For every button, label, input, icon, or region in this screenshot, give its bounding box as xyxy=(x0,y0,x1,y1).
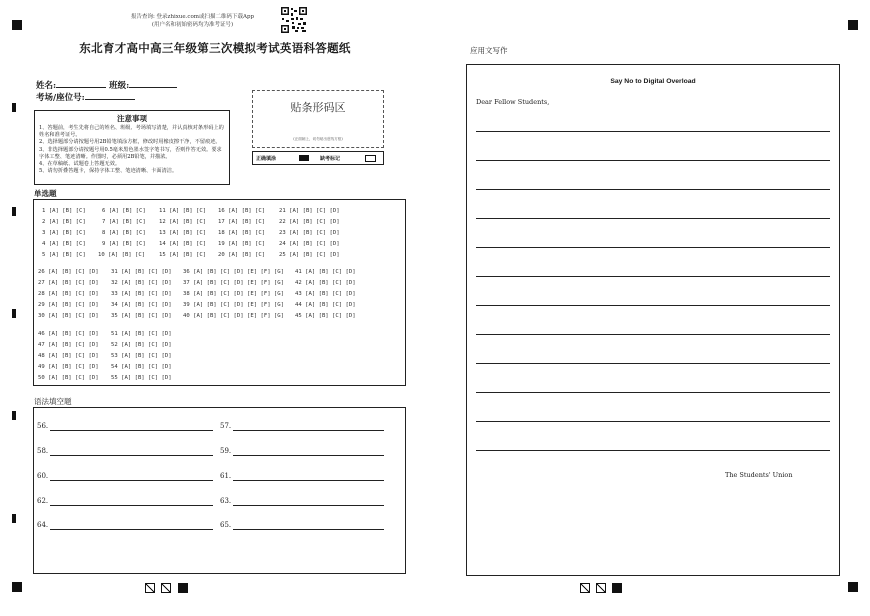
side-mark xyxy=(12,103,16,112)
question-row[interactable]: 1 [A] [B] [C] xyxy=(42,208,86,214)
question-row[interactable]: 24 [A] [B] [C] [D] xyxy=(279,241,340,247)
question-row[interactable]: 45 [A] [B] [C] [D] xyxy=(295,313,356,319)
question-row[interactable]: 44 [A] [B] [C] [D] xyxy=(295,302,356,308)
question-row[interactable]: 14 [A] [B] [C] xyxy=(159,241,207,247)
question-row[interactable]: 55 [A] [B] [C] [D] xyxy=(111,375,172,381)
question-row[interactable]: 9 [A] [B] [C] xyxy=(102,241,146,247)
question-row[interactable]: 31 [A] [B] [C] [D] xyxy=(111,269,172,275)
question-row[interactable]: 40 [A] [B] [C] [D] [E] [F] [G] xyxy=(183,313,285,319)
question-row[interactable]: 52 [A] [B] [C] [D] xyxy=(111,342,172,348)
writing-line[interactable] xyxy=(476,450,830,451)
question-row[interactable]: 18 [A] [B] [C] xyxy=(218,230,266,236)
grammar-answer-line[interactable] xyxy=(50,430,213,431)
question-row[interactable]: 11 [A] [B] [C] xyxy=(159,208,207,214)
grammar-number: 57. xyxy=(220,422,232,430)
writing-line[interactable] xyxy=(476,189,830,190)
notice-item: 4、在草稿纸、试题卷上答题无效。 xyxy=(39,161,121,168)
question-row[interactable]: 49 [A] [B] [C] [D] xyxy=(38,364,99,370)
corner-mark-top-right xyxy=(848,20,858,30)
question-row[interactable]: 41 [A] [B] [C] [D] xyxy=(295,269,356,275)
score-query-notice xyxy=(110,13,275,29)
correct-fill-label: 正确填涂 xyxy=(256,156,277,162)
question-row[interactable]: 54 [A] [B] [C] [D] xyxy=(111,364,172,370)
name-class-row xyxy=(36,79,177,91)
question-row[interactable]: 48 [A] [B] [C] [D] xyxy=(38,353,99,359)
question-row[interactable]: 35 [A] [B] [C] [D] xyxy=(111,313,172,319)
question-row[interactable]: 36 [A] [B] [C] [D] [E] [F] [G] xyxy=(183,269,285,275)
writing-answer-box xyxy=(466,64,840,576)
writing-line[interactable] xyxy=(476,218,830,219)
writing-line[interactable] xyxy=(476,305,830,306)
side-mark xyxy=(12,514,16,523)
question-row[interactable]: 6 [A] [B] [C] xyxy=(102,208,146,214)
question-row[interactable]: 17 [A] [B] [C] xyxy=(218,219,266,225)
question-row[interactable]: 47 [A] [B] [C] [D] xyxy=(38,342,99,348)
hatched-mark xyxy=(580,583,590,593)
side-mark xyxy=(12,411,16,420)
grammar-number: 63. xyxy=(220,497,232,505)
question-row[interactable]: 12 [A] [B] [C] xyxy=(159,219,207,225)
fill-sample-box xyxy=(252,151,384,165)
question-row[interactable]: 37 [A] [B] [C] [D] [E] [F] [G] xyxy=(183,280,285,286)
notice-item: 2、选择题部分请按题号用2B铅笔填涂方框，修改时用橡皮擦干净，不留痕迹。 xyxy=(39,139,221,146)
question-row[interactable]: 27 [A] [B] [C] [D] xyxy=(38,280,99,286)
grammar-answer-line[interactable] xyxy=(233,455,384,456)
question-row[interactable]: 21 [A] [B] [C] [D] xyxy=(279,208,340,214)
grammar-answer-line[interactable] xyxy=(50,480,213,481)
grammar-answer-line[interactable] xyxy=(50,529,213,530)
grammar-answer-line[interactable] xyxy=(50,455,213,456)
writing-line[interactable] xyxy=(476,276,830,277)
question-row[interactable]: 15 [A] [B] [C] xyxy=(159,252,207,258)
notice-box xyxy=(34,110,230,185)
name-label: 姓名: xyxy=(36,81,57,91)
question-row[interactable]: 38 [A] [B] [C] [D] [E] [F] [G] xyxy=(183,291,285,297)
corner-mark-top-left xyxy=(12,20,22,30)
grammar-number: 56. xyxy=(37,422,49,430)
writing-line[interactable] xyxy=(476,334,830,335)
notice-title: 注意事项 xyxy=(117,114,147,123)
grammar-answer-box xyxy=(33,407,406,574)
question-row[interactable]: 20 [A] [B] [C] xyxy=(218,252,266,258)
writing-signature: The Students' Union xyxy=(725,471,793,479)
writing-line[interactable] xyxy=(476,421,830,422)
question-row[interactable]: 46 [A] [B] [C] [D] xyxy=(38,331,99,337)
question-row[interactable]: 51 [A] [B] [C] [D] xyxy=(111,331,172,337)
question-row[interactable]: 25 [A] [B] [C] [D] xyxy=(279,252,340,258)
side-mark xyxy=(12,309,16,318)
question-row[interactable]: 30 [A] [B] [C] [D] xyxy=(38,313,99,319)
mcq-answer-box xyxy=(33,199,406,386)
corner-mark-bottom-left xyxy=(12,582,22,592)
grammar-number: 61. xyxy=(220,472,232,480)
mcq-section-label: 单选题 xyxy=(34,189,57,198)
writing-line[interactable] xyxy=(476,363,830,364)
question-row[interactable]: 3 [A] [B] [C] xyxy=(42,230,86,236)
question-row[interactable]: 42 [A] [B] [C] [D] xyxy=(295,280,356,286)
ad-line: 报告查询: 登录zhixue.com或扫描二维码下载App xyxy=(130,14,255,20)
question-row[interactable]: 13 [A] [B] [C] xyxy=(159,230,207,236)
grammar-section-label: 语法填空题 xyxy=(34,397,72,406)
question-row[interactable]: 5 [A] [B] [C] xyxy=(42,252,86,258)
grammar-answer-line[interactable] xyxy=(50,505,213,506)
question-row[interactable]: 16 [A] [B] [C] xyxy=(218,208,266,214)
question-row[interactable]: 34 [A] [B] [C] [D] xyxy=(111,302,172,308)
grammar-number: 65. xyxy=(220,521,232,529)
question-row[interactable]: 8 [A] [B] [C] xyxy=(102,230,146,236)
hatched-mark xyxy=(596,583,606,593)
writing-line[interactable] xyxy=(476,160,830,161)
barcode-title: 贴条形码区 xyxy=(290,101,346,114)
qr-code-icon[interactable] xyxy=(280,6,308,34)
grammar-answer-line[interactable] xyxy=(233,529,384,530)
writing-line[interactable] xyxy=(476,131,830,132)
question-row[interactable]: 10 [A] [B] [C] xyxy=(98,252,146,258)
class-label: 班级: xyxy=(109,81,130,91)
question-row[interactable]: 43 [A] [B] [C] [D] xyxy=(295,291,356,297)
correct-fill-sample xyxy=(299,155,309,161)
grammar-number: 60. xyxy=(37,472,49,480)
hatched-mark xyxy=(161,583,171,593)
solid-mark xyxy=(612,583,622,593)
writing-title: Say No to Digital Overload xyxy=(610,78,696,85)
grammar-answer-line[interactable] xyxy=(233,505,384,506)
side-mark xyxy=(12,207,16,216)
absent-mark-label: 缺考标记 xyxy=(320,156,341,162)
grammar-number: 62. xyxy=(37,497,49,505)
grammar-number: 64. xyxy=(37,521,49,529)
writing-section-label: 应用文写作 xyxy=(470,46,508,55)
writing-line[interactable] xyxy=(476,392,830,393)
grammar-answer-line[interactable] xyxy=(233,430,384,431)
solid-mark xyxy=(178,583,188,593)
name-field[interactable] xyxy=(56,79,106,88)
corner-mark-bottom-right xyxy=(848,582,858,592)
notice-item: 3、非选择题部分请按题号用0.5毫米黑色墨水签字笔书写，否则作答无效。要求字体工整、笔迹清晰。作图时，必须用2B铅笔，并描浓。 xyxy=(39,146,222,160)
room-seat-label: 考场/座位号: xyxy=(36,93,85,103)
question-row[interactable]: 2 [A] [B] [C] xyxy=(42,219,86,225)
hatched-mark xyxy=(145,583,155,593)
question-row[interactable]: 23 [A] [B] [C] [D] xyxy=(279,230,340,236)
question-row[interactable]: 50 [A] [B] [C] [D] xyxy=(38,375,99,381)
question-row[interactable]: 32 [A] [B] [C] [D] xyxy=(111,280,172,286)
grammar-number: 58. xyxy=(37,447,49,455)
question-row[interactable]: 39 [A] [B] [C] [D] [E] [F] [G] xyxy=(183,302,285,308)
absent-mark-box[interactable] xyxy=(365,155,376,162)
page-title: 东北育才高中高三年级第三次模拟考试英语科答题纸 xyxy=(79,41,351,55)
notice-item: 1、答题前，考生先将自己的姓名、班级、考场填写清楚，并认真核对条形码上的姓名和准考证号。 xyxy=(39,125,224,139)
room-seat-field[interactable] xyxy=(85,91,135,100)
question-row[interactable]: 28 [A] [B] [C] [D] xyxy=(38,291,99,297)
grammar-number: 59. xyxy=(220,447,232,455)
barcode-area xyxy=(252,90,384,148)
question-row[interactable]: 26 [A] [B] [C] [D] xyxy=(38,269,99,275)
class-field[interactable] xyxy=(129,79,177,88)
question-row[interactable]: 22 [A] [B] [C] [D] xyxy=(279,219,340,225)
writing-greeting: Dear Fellow Students, xyxy=(476,98,550,106)
question-row[interactable]: 29 [A] [B] [C] [D] xyxy=(38,302,99,308)
question-row[interactable]: 33 [A] [B] [C] [D] xyxy=(111,291,172,297)
question-row[interactable]: 7 [A] [B] [C] xyxy=(102,219,146,225)
room-seat-row xyxy=(36,91,135,103)
question-row[interactable]: 19 [A] [B] [C] xyxy=(218,241,266,247)
barcode-note: (正面朝上，切勿贴出虚线方框) xyxy=(293,137,343,141)
question-row[interactable]: 4 [A] [B] [C] xyxy=(42,241,86,247)
question-row[interactable]: 53 [A] [B] [C] [D] xyxy=(111,353,172,359)
writing-line[interactable] xyxy=(476,247,830,248)
grammar-answer-line[interactable] xyxy=(233,480,384,481)
notice-item: 5、请勿折叠答题卡，保持字体工整、笔迹清晰、卡面清洁。 xyxy=(39,168,178,175)
ad-line: (用户名和初始密码均为准考证号) xyxy=(151,22,234,28)
